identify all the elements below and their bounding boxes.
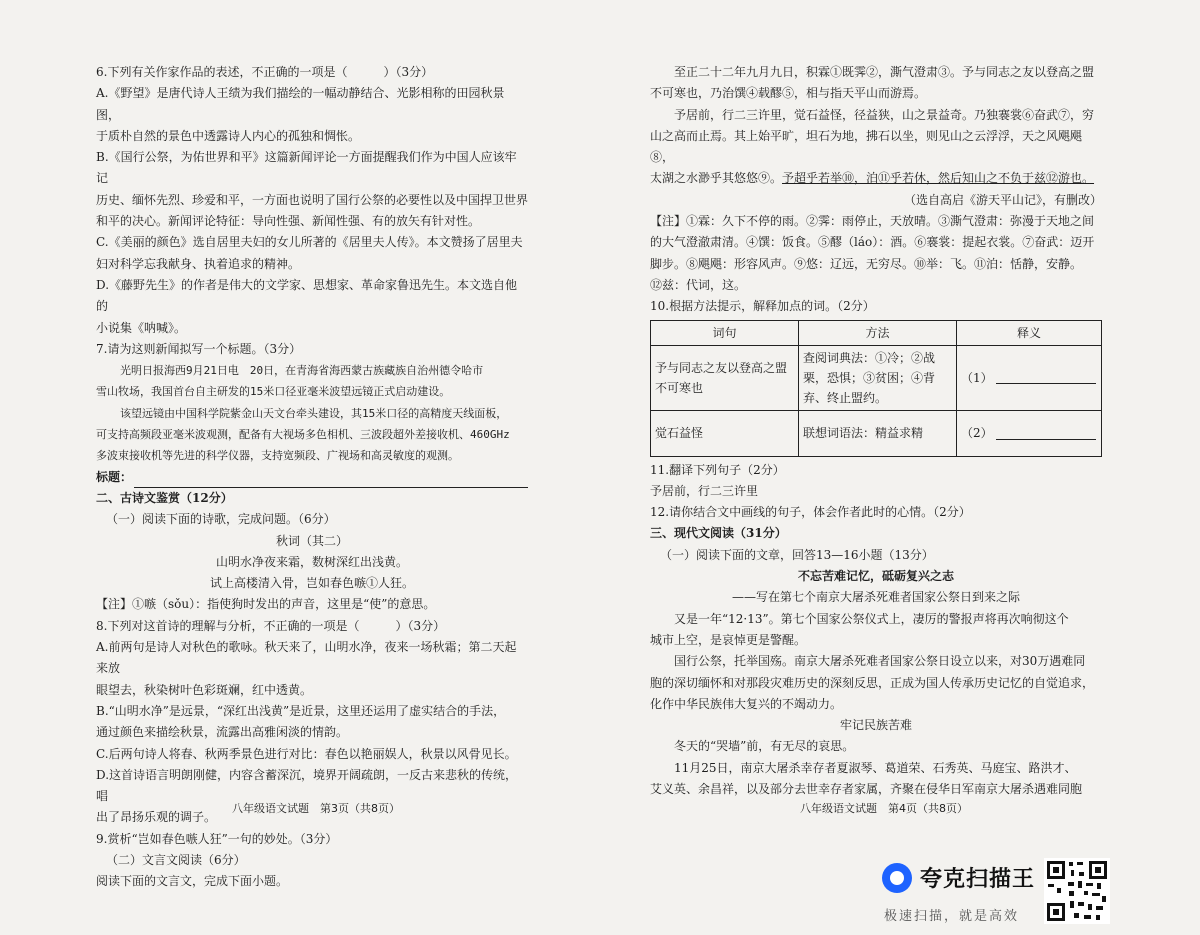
notes-line-4: ⑫兹：代词，这。 <box>650 277 747 292</box>
classical-text-line-3: 予居前，行二三许里，觉石益怪，径益狭，山之景益奇。乃独褰裳⑥奋武⑦，穷 <box>674 107 1095 122</box>
poem-title: 秋词（其二） <box>275 533 348 548</box>
poem-line-2: 试上高楼清入骨，岂如春色嗾①人狂。 <box>209 576 414 591</box>
q7-stem: 7.请为这则新闻拟写一个标题。（3分） <box>96 341 302 356</box>
news-line-5: 多波束接收机等先进的科学仪器，支持宽频段、广视场和高灵敏度的观测。 <box>96 449 459 463</box>
q8-option-a: A.前两句是诗人对秋色的歌咏。秋天来了，山明水净，夜来一场秋霜；第二天起来放 <box>96 640 517 676</box>
news-line-1: 光明日报海西9月21日电 20日，在青海省海西蒙古族藏族自治州德令哈市 <box>120 364 484 378</box>
q10-stem: 10.根据方法提示，解释加点的词。（2分） <box>650 299 875 314</box>
q10-header-method: 方法 <box>799 320 957 345</box>
q10-table <box>650 320 1102 457</box>
q6-option-b-cont2: 和平的决心。新闻评论特征：导向性强、新闻性强、有的放矢有针对性。 <box>96 214 481 229</box>
exam-page-4 <box>600 0 1200 935</box>
q10-row1-answer <box>957 345 1102 410</box>
answer-blank[interactable] <box>996 372 1096 384</box>
scanner-logo-icon <box>882 863 912 893</box>
scanner-app-name: 夸克扫描王 <box>920 867 1036 892</box>
q6-option-d: D.《藤野先生》的作者是伟大的文学家、思想家、革命家鲁迅先生。本文选自他的 <box>96 277 518 314</box>
q10-row2-answer <box>957 410 1102 456</box>
q10-row-2 <box>651 410 1102 456</box>
page-4-footer: 八年级语文试题 第4页（共8页） <box>800 802 968 815</box>
q8-option-c: C.后两句诗人将春、秋两季景色进行对比：春色以艳丽娱人，秋景以风骨见长。 <box>96 746 517 761</box>
q10-row1-method: 查阅词典法：①冷；②战栗，恐惧；③贫困；④背弃、终止盟约。 <box>799 345 957 410</box>
section-3-heading: 三、现代文阅读（31分） <box>650 526 787 541</box>
q6-stem: 6.下列有关作家作品的表述，不正确的一项是（ ）（3分） <box>96 65 434 79</box>
part-1-heading: （一）阅读下面的文章，回答13—16小题（13分） <box>660 547 934 562</box>
q10-row1-phrase: 予与同志之友以登高之盟不可寒也 <box>651 345 799 410</box>
q10-row-1 <box>651 345 1102 410</box>
q6-option-d-cont: 小说集《呐喊》。 <box>96 320 187 335</box>
q8-option-b-cont: 通过颜色来描绘秋景，流露出高雅闲淡的情韵。 <box>96 725 349 740</box>
q6-option-a: A.《野望》是唐代诗人王绩为我们描绘的一幅动静结合、光影相称的田园秋景图， <box>96 86 505 122</box>
article-subtitle: ——写在第七个南京大屠杀死难者国家公祭日到来之际 <box>731 590 1020 605</box>
qr-code-graphic <box>1044 858 1110 924</box>
q7-title-label: 标题： <box>96 469 133 484</box>
part-1-heading: （一）阅读下面的诗歌，完成问题。（6分） <box>106 512 336 527</box>
q10-row1-number: （1） <box>961 370 993 385</box>
classical-text-line-4: 山之高而止焉。其上始平旷，坦石为地，拂石以坐，则见山之云浮浮，天之风飓飓⑧， <box>650 128 1083 165</box>
q6-option-c: C.《美丽的颜色》选自居里夫妇的女儿所著的《居里夫人传》。本文赞扬了居里夫 <box>96 235 523 250</box>
q8-option-d-cont: 出了昂扬乐观的调子。 <box>96 810 217 825</box>
q8-option-a-cont: 眼望去，秋染树叶色彩斑斓，红中透黄。 <box>96 682 313 697</box>
page-3-footer: 八年级语文试题 第3页（共8页） <box>232 802 400 815</box>
article-para-3: 冬天的“哭墙”前，有无尽的哀思。 <box>674 739 855 754</box>
article-para-1-cont: 城市上空，是哀悼更是警醒。 <box>650 632 807 647</box>
news-line-2: 雪山牧场，我国首台自主研发的15米口径亚毫米波望远镜正式启动建设。 <box>96 385 451 399</box>
q8-option-b: B.“山明水净”是远景，“深红出浅黄”是近景，这里还运用了虚实结合的手法， <box>96 703 506 718</box>
classical-text-line-5-start: 太湖之水渺乎其悠悠⑨。 <box>650 171 783 186</box>
part-2-heading: （二）文言文阅读（6分） <box>106 852 246 867</box>
news-line-4: 可支持高频段亚毫米波观测，配备有大视场多色相机、三波段超外差接收机、460GHz <box>96 428 510 442</box>
classical-text-line-2: 不可寒也，乃治馔④载醪⑤，相与指天平山而游焉。 <box>650 86 927 101</box>
notes-line-3: 脚步。⑧飓飓：形容风声。⑨悠：辽远，无穷尽。⑩举：飞。⑪泊：恬静，安静。 <box>650 256 1083 271</box>
q6-option-a-cont: 于质朴自然的景色中透露诗人内心的孤独和惆怅。 <box>96 128 361 143</box>
notes-line-2: 的大气澄澈肃清。④馔：饭食。⑤醪（láo）：酒。⑥褰裳：提起衣裳。⑦奋武：迈开 <box>650 235 1095 250</box>
q10-row2-number: （2） <box>961 426 993 441</box>
q7-title-answer-line <box>96 467 528 488</box>
page-3-content <box>96 62 528 893</box>
news-line-3: 该望远镜由中国科学院紫金山天文台牵头建设，其15米口径的高精度天线面板， <box>120 406 508 420</box>
poem-line-1: 山明水净夜来霜，数树深红出浅黄。 <box>215 554 408 569</box>
q11-sentence: 予居前，行二三许里 <box>650 483 759 498</box>
q8-stem: 8.下列对这首诗的理解与分析，不正确的一项是（ ）（3分） <box>96 618 446 633</box>
section-2-heading: 二、古诗文鉴赏（12分） <box>96 490 233 505</box>
page-4-content <box>650 62 1102 800</box>
article-title: 不忘苦难记忆，砥砺复兴之志 <box>797 569 954 584</box>
q10-row2-method: 联想词语法：精益求精 <box>799 410 957 456</box>
source-citation: （选自高启《游天平山记》，有删改） <box>903 192 1102 207</box>
article-para-1: 又是一年“12·13”。第七个国家公祭仪式上，凄厉的警报声将再次响彻这个 <box>674 611 1069 626</box>
underlined-sentence: 予超乎若举⑩，泊⑪乎若休，然后知山之不负于兹⑫游也。 <box>782 171 1095 186</box>
scanner-slogan: 极速扫描，就是高效 <box>884 909 1020 924</box>
article-para-2-cont: 胞的深切缅怀和对那段灾难历史的深刻反思，正成为国人传承历史记忆的自觉追求， <box>650 675 1095 690</box>
article-para-2-cont2: 化作中华民族伟大复兴的不竭动力。 <box>650 696 843 711</box>
q6-option-c-cont: 妇对科学忘我献身、执着追求的精神。 <box>96 256 301 271</box>
article-subheading: 牢记民族苦难 <box>839 718 912 733</box>
q10-header-meaning: 释义 <box>957 320 1102 345</box>
classical-text-line-1: 至正二十二年九月九日，积霖①既霁②，澌气澄肃③。予与同志之友以登高之盟 <box>674 65 1095 79</box>
q8-option-d: D.这首诗语言明朗刚健，内容含蓄深沉，境界开阔疏朗，一反古来悲秋的传统，唱 <box>96 767 518 804</box>
part-2-intro: 阅读下面的文言文，完成下面小题。 <box>96 874 289 889</box>
q9-stem: 9.赏析“岂如春色嗾人狂”一句的妙处。（3分） <box>96 831 338 846</box>
q12-stem: 12.请你结合文中画线的句子，体会作者此时的心情。（2分） <box>650 505 971 520</box>
q10-row2-phrase: 觉石益怪 <box>651 410 799 456</box>
q10-header-phrase: 词句 <box>651 320 799 345</box>
article-para-2: 国行公祭，托举国殇。南京大屠杀死难者国家公祭日设立以来，对30万遇难同 <box>674 654 1086 669</box>
classical-text-line-5 <box>650 168 1102 189</box>
qr-code-icon[interactable] <box>1044 858 1110 924</box>
q6-option-b: B.《国行公祭，为佑世界和平》这篇新闻评论一方面提醒我们作为中国人应该牢记 <box>96 150 517 186</box>
article-para-4-cont: 艾义英、余昌祥，以及部分去世幸存者家属，齐聚在侵华日军南京大屠杀遇难同胞 <box>650 782 1083 797</box>
notes-line-1: 【注】①霖：久下不停的雨。②霁：雨停止，天放晴。③澌气澄肃：弥漫于天地之间 <box>650 214 1095 229</box>
answer-blank[interactable] <box>996 428 1096 440</box>
answer-blank[interactable] <box>134 474 528 488</box>
scanner-watermark <box>882 862 1035 893</box>
poem-note: 【注】①嗾（sǒu）：指使狗时发出的声音，这里是“使”的意思。 <box>96 597 436 612</box>
q6-option-b-cont: 历史、缅怀先烈、珍爱和平，一方面也说明了国行公祭的必要性以及中国捍卫世界 <box>96 192 529 207</box>
article-para-4: 11月25日，南京大屠杀幸存者夏淑琴、葛道荣、石秀英、马庭宝、路洪才、 <box>674 760 1077 775</box>
q10-header-row <box>651 320 1102 345</box>
q11-stem: 11.翻译下列句子（2分） <box>650 462 785 477</box>
